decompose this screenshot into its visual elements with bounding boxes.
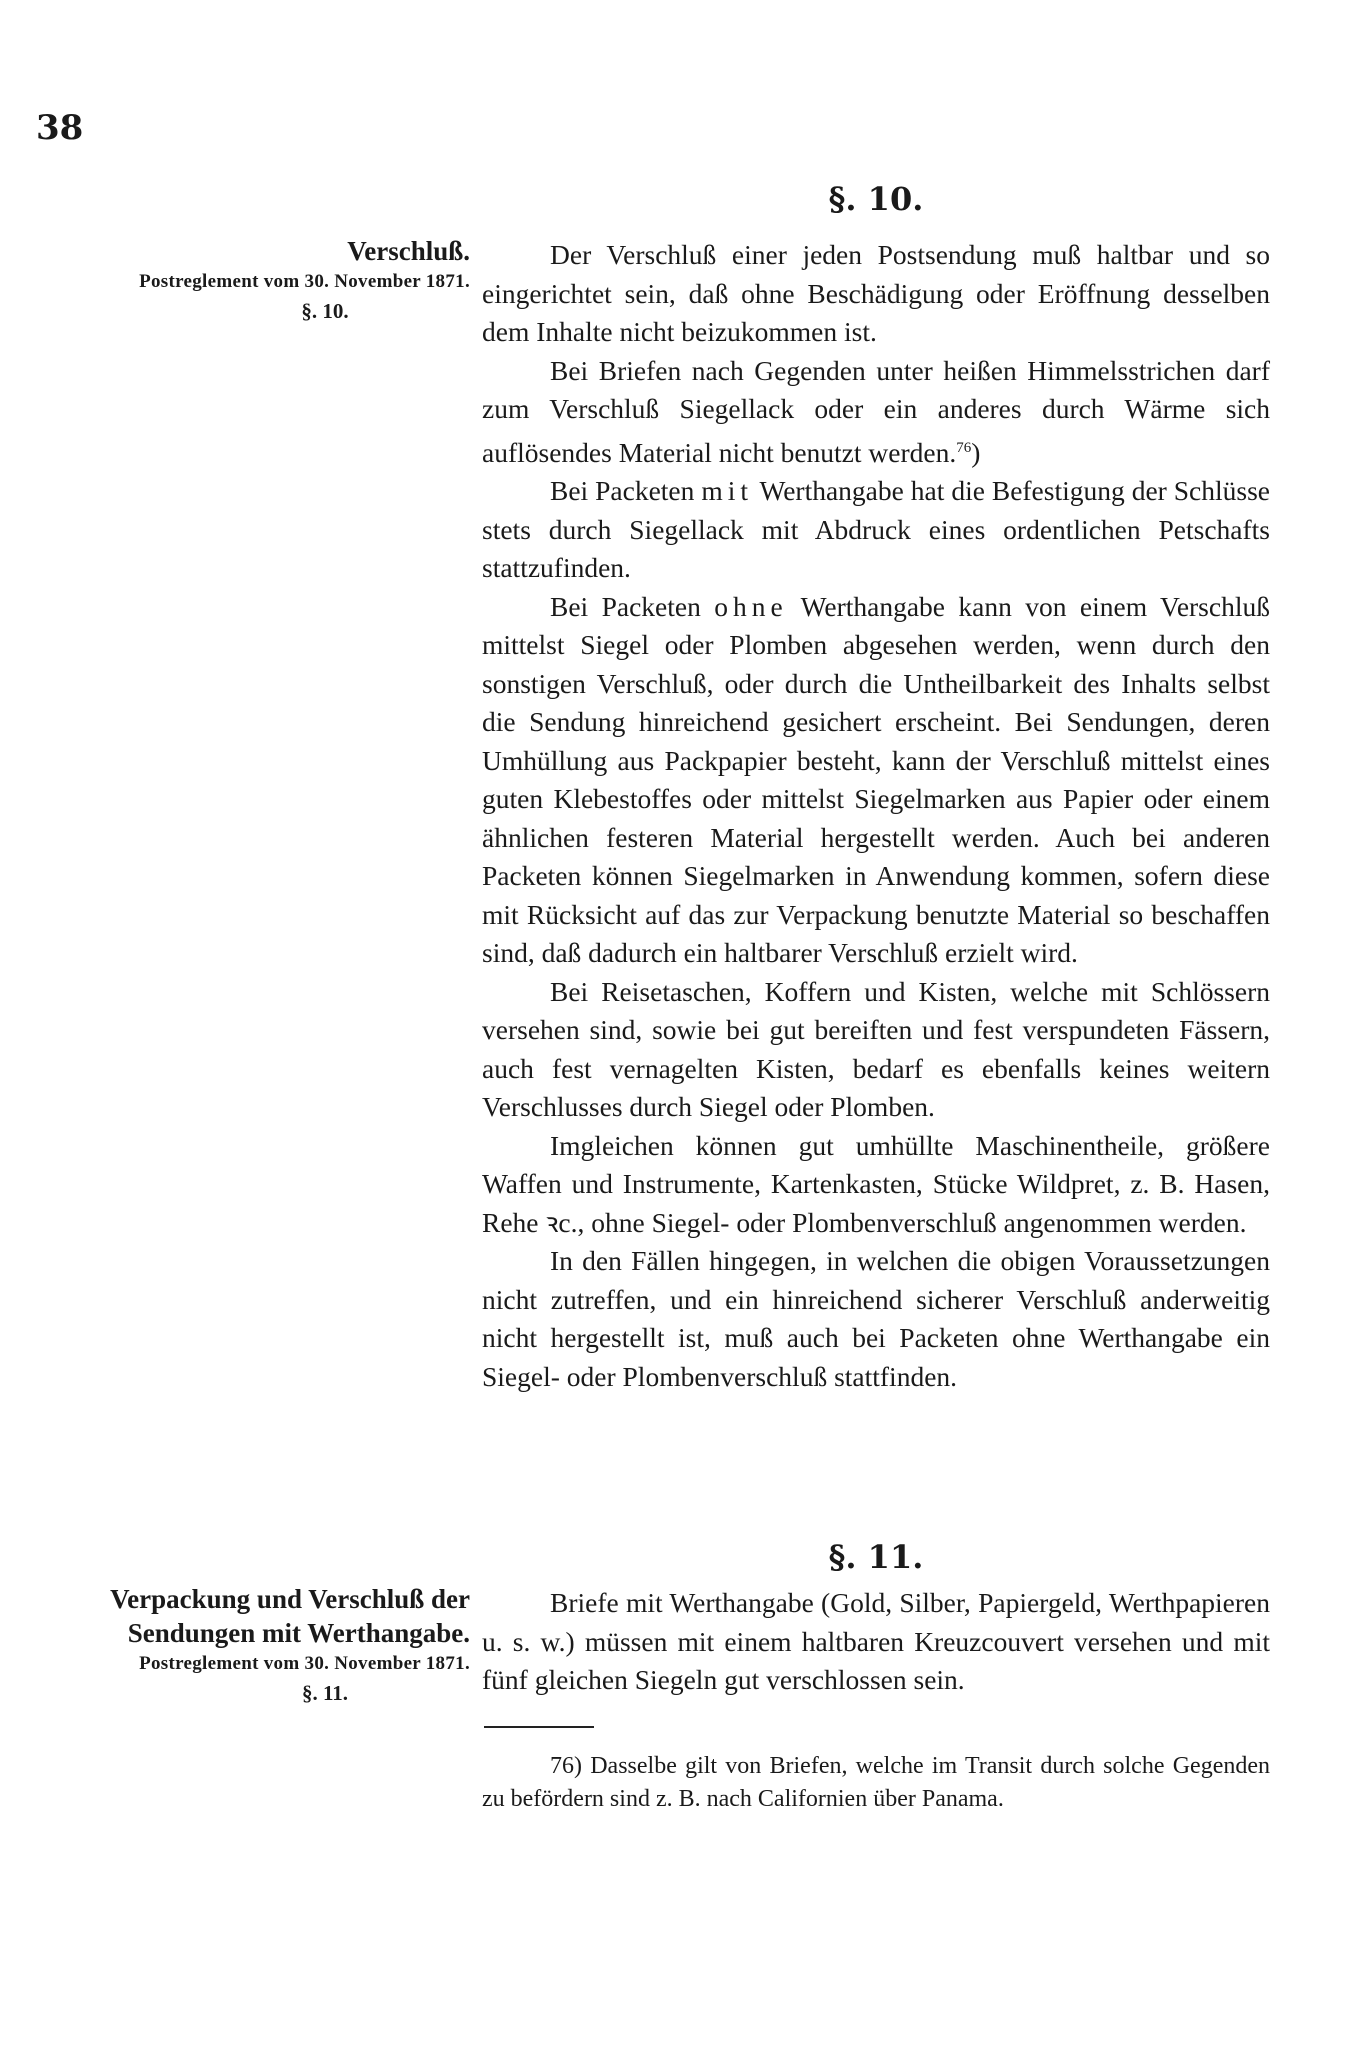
paragraph-text-end: Werthangabe kann von einem Verschluß mittelst Siegel oder Plomben abgesehen werden, wenn durch den sonstigen Verschluß, oder durch die Untheilbarkeit des Inhalts selbst die Sendung hinreichend gesichert erscheint. Bei Sendungen, deren Umhüllung aus Packpapier besteht, kann der Verschluß mittelst eines guten Klebestoffes oder mittelst Siegelmarken aus Papier oder einem ähnlichen festeren Material hergestellt werden. Auch bei anderen Packeten können Siegelmarken in Anwendung kommen, sofern diese mit Rücksicht auf das zur Verpackung benutzte Material so beschaffen sind, daß dadurch ein haltbarer Verschluß erzielt wird. xyxy=(482,590,1270,969)
paragraph xyxy=(482,588,1270,973)
paragraph: Imgleichen können gut umhüllte Maschinentheile, größere Waffen und Instrumente, Kartenkasten, Stücke Wildpret, z. B. Hasen, Rehe ꝛc., ohne Siegel- oder Plombenverschluß angenommen werden. xyxy=(482,1129,1270,1238)
emphasized-word: ohne xyxy=(714,590,788,622)
footnote-number: 76) xyxy=(550,1753,582,1779)
margin-note-reference: Postreglement vom 30. November 1871. xyxy=(139,1653,470,1674)
margin-note-section-10 xyxy=(30,234,470,326)
paragraph-text-start: Bei Packeten xyxy=(550,475,702,507)
paragraph: Briefe mit Werthangabe (Gold, Silber, Papiergeld, Werthpapieren u. s. w.) müssen mit einem haltbaren Kreuzcouvert versehen und mit fünf gleichen Siegeln gut verschlossen sein. xyxy=(482,1587,1270,1695)
footnote-divider xyxy=(484,1726,594,1728)
margin-note-section-11 xyxy=(30,1582,470,1708)
footnote xyxy=(482,1750,1270,1816)
footnote-reference: 76 xyxy=(956,439,972,456)
paragraph-text-end: Werthangabe hat die Befestigung der Schlüsse stets durch Siegellack mit Abdruck eines ordentlichen Petschafts stattzufinden. xyxy=(482,475,1270,584)
paragraph-text-start: Bei Packeten xyxy=(550,590,715,622)
section-11-heading: §. 11. xyxy=(828,1538,924,1576)
margin-note-title: Verschluß. xyxy=(347,236,470,266)
paragraph xyxy=(482,472,1270,588)
section-10-body xyxy=(482,236,1270,1396)
paragraph: Bei Reisetaschen, Koffern und Kisten, welche mit Schlössern versehen sind, sowie bei gut bereiften und fest verspundeten Fässern, auch fest vernagelten Kisten, bedarf es ebenfalls keines weitern Verschlusses durch Siegel oder Plomben. xyxy=(482,975,1270,1123)
section-10-heading: §. 10. xyxy=(828,180,924,218)
margin-note-section: §. 10. xyxy=(301,299,349,323)
page-number: 38 xyxy=(36,108,84,148)
paragraph: In den Fällen hingegen, in welchen die obigen Voraussetzungen nicht zutreffen, und ein hinreichend sicherer Verschluß anderweitig nicht hergestellt ist, muß auch bei Packeten ohne Werthangabe ein Siegel- oder Plombenverschluß stattfinden. xyxy=(482,1245,1270,1392)
footnote-text: Dasselbe gilt von Briefen, welche im Transit durch solche Gegenden zu befördern sind z. B. nach Californien über Panama. xyxy=(482,1753,1270,1812)
margin-note-section: §. 11. xyxy=(301,1681,349,1705)
paragraph-text: Bei Briefen nach Gegenden unter heißen Himmelsstrichen darf zum Verschluß Siegellack oder ein anderes durch Wärme sich auflösendes Material nicht benutzt werden. xyxy=(482,354,1270,468)
section-11-body xyxy=(482,1584,1270,1700)
margin-note-title: Verpackung und Verschluß der Sendungen mit Werthangabe. xyxy=(110,1584,470,1648)
paragraph: Der Verschluß einer jeden Postsendung muß haltbar und so eingerichtet sein, daß ohne Beschädigung oder Eröffnung desselben dem Inhalte nicht beizukommen ist. xyxy=(482,239,1270,347)
emphasized-word: mit xyxy=(701,475,754,507)
paragraph: Bei Briefen nach Gegenden unter heißen Himmelsstrichen darf zum Verschluß Siegellack oder ein anderes durch Wärme sich auflösendes Material nicht benutzt werden.$^{76}$) xyxy=(482,354,1270,468)
margin-note-reference: Postreglement vom 30. November 1871. xyxy=(139,271,470,292)
